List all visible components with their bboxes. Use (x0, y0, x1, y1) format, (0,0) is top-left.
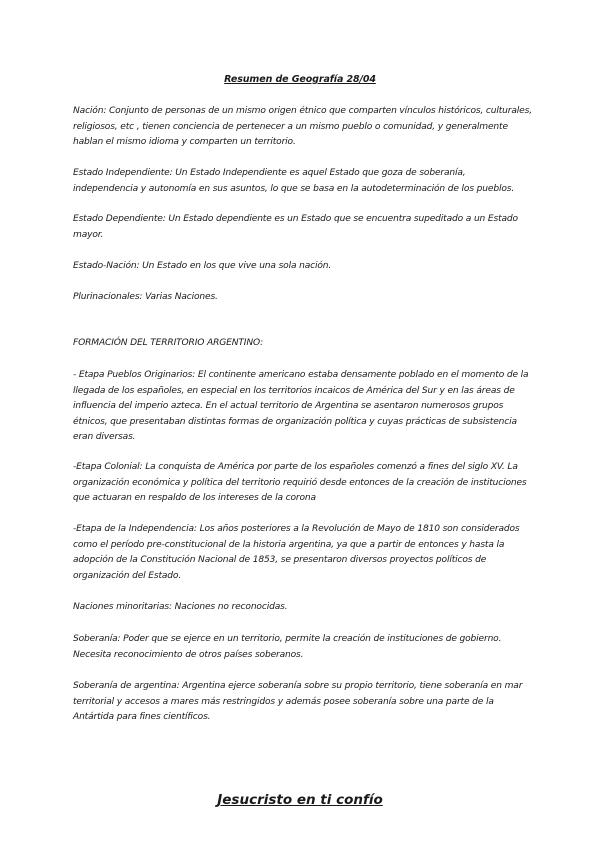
paragraph-independencia: -Etapa de la Independencia: Los años posteriores a la Revolución de Mayo de 1810 son considerados como el período pre-constitucional de la historia argentina, ya que a partir de entonces y hasta la adopción de la Constitución Nacional de 1853, se presentaron diversos proyectos políticos de organización del Estado. (73, 524, 520, 581)
paragraph-nacion: Nación: Conjunto de personas de un mismo origen étnico que comparten vínculos históricos, culturales, religiosos, etc , tienen conciencia de pertenecer a un mismo pueblo o comunidad, y generalmente hablan el mismo idioma y comparten un territorio. (73, 106, 532, 148)
paragraph-soberania-argentina: Soberanía de argentina: Argentina ejerce soberanía sobre su propio territorio, tiene soberanía en mar territorial y accesos a mares más restringidos y además posee soberanía sobre una parte de la Antártida para fines científicos. (73, 681, 523, 723)
paragraph-estado-independiente: Estado Independiente: Un Estado Independiente es aquel Estado que goza de soberanía, independencia y autonomía en sus asuntos, lo que se basa en la autodeterminación de los pueblos. (73, 168, 515, 194)
paragraph-pueblos-originarios: - Etapa Pueblos Originarios: El continente americano estaba densamente poblado en el momento de la llegada de los españoles, en especial en los territorios incaicos de América del Sur y en las áreas de influencia del imperio azteca. En el actual territorio de Argentina se asentaron numerosos grupos étnicos, que presentaban distintas formas de organización política y cuyas prácticas de subsistencia eran diversas. (73, 370, 529, 443)
footer-text: Jesucristo en ti confío (217, 792, 383, 808)
paragraph-naciones-minoritarias: Naciones minoritarias: Naciones no reconocidas. (73, 602, 288, 612)
paragraph-plurinacionales: Plurinacionales: Varias Naciones. (73, 292, 218, 302)
paragraph-estado-nacion: Estado-Nación: Un Estado en los que vive una sola nación. (73, 261, 332, 271)
paragraph-estado-dependiente: Estado Dependiente: Un Estado dependiente es un Estado que se encuentra supeditado a un Estado mayor. (73, 214, 518, 240)
paragraph-soberania: Soberanía: Poder que se ejerce en un territorio, permite la creación de instituciones de gobierno. Necesita reconocimiento de otros países soberanos. (73, 634, 502, 660)
section-heading-formacion: FORMACIÓN DEL TERRITORIO ARGENTINO: (73, 338, 264, 348)
document-title: Resumen de Geografía 28/04 (224, 74, 376, 85)
paragraph-etapa-colonial: -Etapa Colonial: La conquista de América por parte de los españoles comenzó a fines del siglo XV. La organización económica y política del territorio requirió desde entonces de la creación de instituciones que actuaran en respaldo de los intereses de la corona (73, 462, 527, 504)
